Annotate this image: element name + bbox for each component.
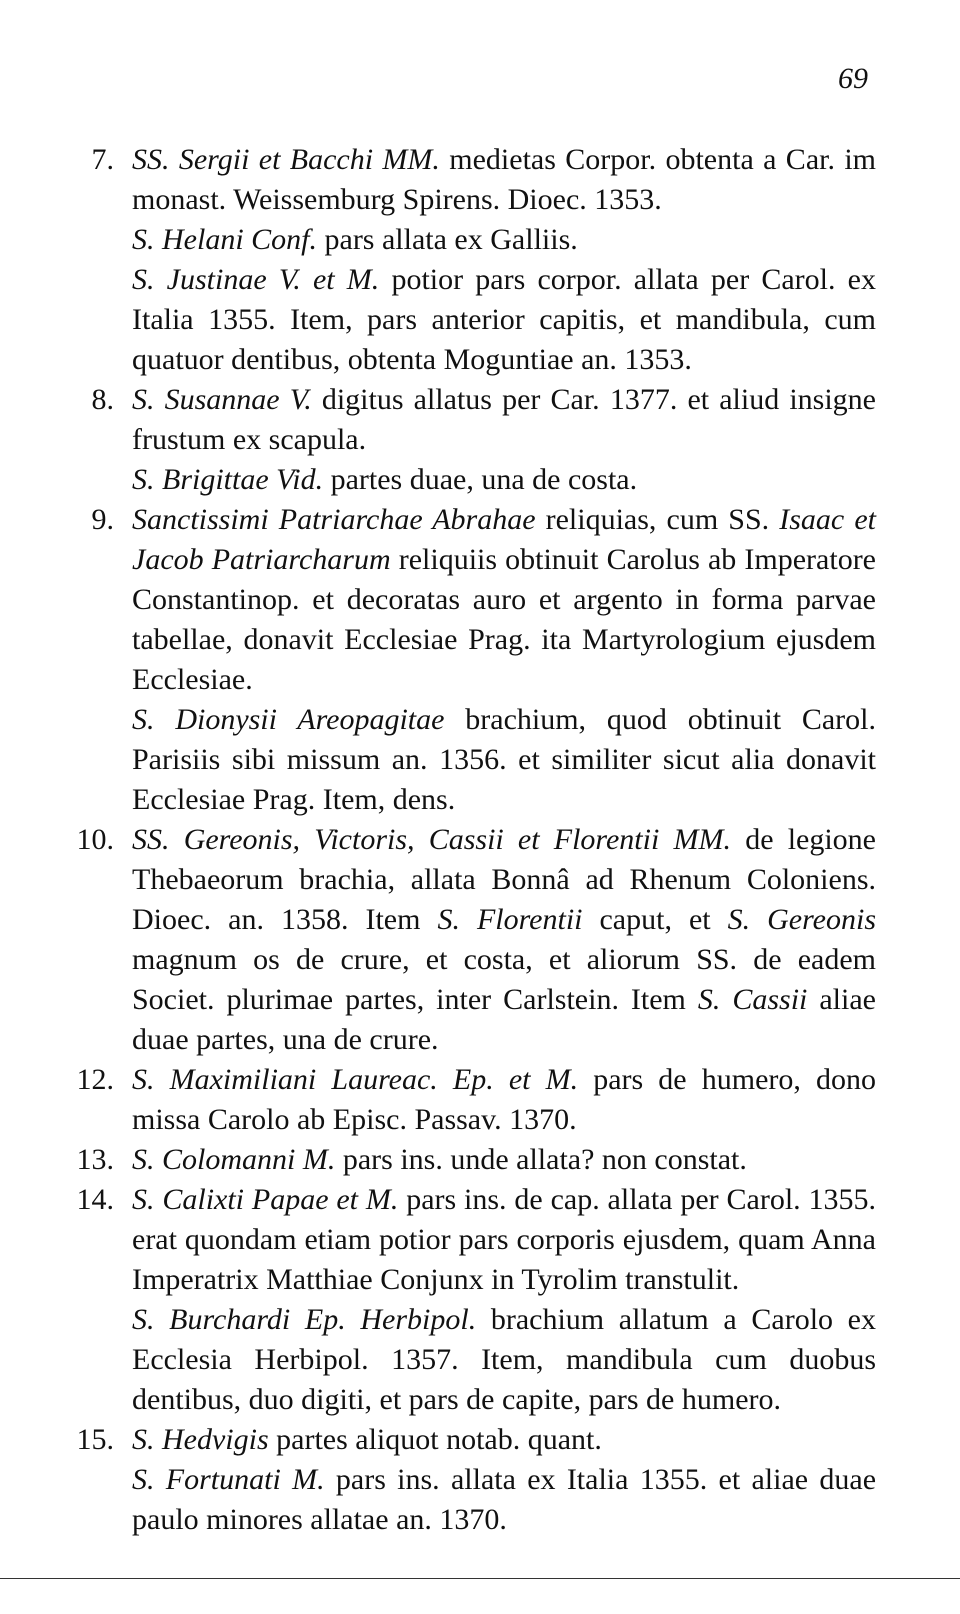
saint-name: S. Helani Conf. (132, 223, 317, 256)
saint-name: S. Maximiliani Laureac. Ep. et M. (132, 1063, 579, 1096)
saint-name: Isaac et Jacob Patriarcharum (132, 503, 876, 576)
entry-paragraph (132, 220, 876, 260)
entry (0, 380, 960, 500)
saint-name: Sanctissimi Patriarchae Abrahae (132, 503, 536, 536)
paragraph-text: pars de humero, dono missa Carolo ab Episc. Passav. 1370. (132, 1063, 877, 1136)
entry (0, 1060, 960, 1140)
saint-name: S. Colomanni M. (132, 1143, 336, 1176)
saint-name: S. Justinae V. et M. (132, 263, 380, 296)
entry-paragraph (132, 380, 876, 460)
entry-paragraph (132, 1420, 876, 1460)
entry-number: 13. (76, 1143, 114, 1176)
entry-paragraph (132, 1140, 876, 1180)
entry-paragraph (132, 1460, 876, 1540)
entry (0, 1140, 960, 1180)
entry-number: 14. (76, 1183, 114, 1216)
entry-number: 10. (76, 823, 114, 856)
paragraph-text: caput, et (582, 903, 728, 936)
paragraph-text: digitus allatus per Car. 1377. et aliud insigne frustum ex scapula. (132, 383, 876, 456)
entry (0, 500, 960, 820)
paragraph-text: reliquiis obtinuit Carolus ab Imperatore Constantinop. et decoratas auro et argento in forma parvae tabellae, donavit Ecclesiae Prag. ita Martyrologium ejusdem Ecclesiae. (132, 543, 876, 696)
entry-number: 12. (76, 1063, 114, 1096)
entry-paragraph (132, 140, 876, 220)
saint-name: S. Brigittae Vid. (132, 463, 324, 496)
saint-name: S. Susannae V. (132, 383, 312, 416)
paragraph-text: pars ins. allata ex Italia 1355. et aliae duae paulo minores allatae an. 1370. (132, 1463, 877, 1536)
saint-name: S. Gereonis (727, 903, 876, 936)
paragraph-text: reliquias, cum SS. (535, 503, 780, 536)
bottom-rule (0, 1578, 960, 1579)
entry (0, 820, 960, 1060)
entry-paragraph (132, 460, 876, 500)
paragraph-text: brachium allatum a Carolo ex Ecclesia Herbipol. 1357. Item, mandibula cum duobus dentibus, duo digiti, et pars de capite, pars de humero. (132, 1303, 876, 1416)
paragraph-text: pars ins. de cap. allata per Carol. 1355. erat quondam etiam potior pars corporis ejusdem, quam Anna Imperatrix Matthiae Conjunx in Tyrolim transtulit. (132, 1183, 877, 1296)
saint-name: SS. Gereonis, Victoris, Cassii et Florentii MM. (132, 823, 731, 856)
paragraph-text: partes duae, una de costa. (323, 463, 638, 496)
entry-number: 8. (91, 383, 114, 416)
entry-paragraph (132, 1180, 876, 1300)
paragraph-text: medietas Corpor. obtenta a Car. im monast. Weissemburg Spirens. Dioec. 1353. (132, 143, 876, 216)
paragraph-text: pars ins. unde allata? non constat. (335, 1143, 747, 1176)
saint-name: S. Cassii (697, 983, 808, 1016)
paragraph-text: de legione Thebaeorum brachia, allata Bonnâ ad Rhenum Coloniens. Dioec. an. 1358. Item (132, 823, 876, 936)
paragraph-text: brachium, quod obtinuit Carol. Parisiis sibi missum an. 1356. et similiter sicut alia donavit Ecclesiae Prag. Item, dens. (132, 703, 877, 816)
paragraph-text: potior pars corpor. allata per Carol. ex Italia 1355. Item, pars anterior capitis, et mandibula, cum quatuor dentibus, obtenta Moguntiae an. 1353. (132, 263, 876, 376)
entry-list (0, 140, 960, 1540)
entry-number: 9. (91, 503, 114, 536)
paragraph-text: magnum os de crure, et costa, et aliorum SS. de eadem Societ. plurimae partes, inter Carlstein. Item (132, 943, 876, 1016)
saint-name: S. Burchardi Ep. Herbipol. (132, 1303, 477, 1336)
entry-paragraph (132, 700, 876, 820)
entry-paragraph (132, 260, 876, 380)
paragraph-text: partes aliquot notab. quant. (268, 1423, 602, 1456)
entry-paragraph (132, 820, 876, 1060)
saint-name: S. Calixti Papae et M. (132, 1183, 399, 1216)
saint-name: S. Dionysii Areopagitae (132, 703, 445, 736)
entry-number: 15. (76, 1423, 114, 1456)
entry (0, 1420, 960, 1540)
entry-paragraph (132, 500, 876, 700)
entry-number: 7. (91, 143, 114, 176)
entry (0, 1180, 960, 1420)
entry-paragraph (132, 1300, 876, 1420)
saint-name: S. Hedvigis (132, 1423, 269, 1456)
saint-name: S. Florentii (437, 903, 583, 936)
saint-name: SS. Sergii et Bacchi MM. (132, 143, 440, 176)
entry-paragraph (132, 1060, 876, 1140)
page-number: 69 (838, 62, 868, 95)
paragraph-text: aliae duae partes, una de crure. (132, 983, 876, 1056)
entry (0, 140, 960, 380)
paragraph-text: pars allata ex Galliis. (317, 223, 578, 256)
saint-name: S. Fortunati M. (132, 1463, 325, 1496)
